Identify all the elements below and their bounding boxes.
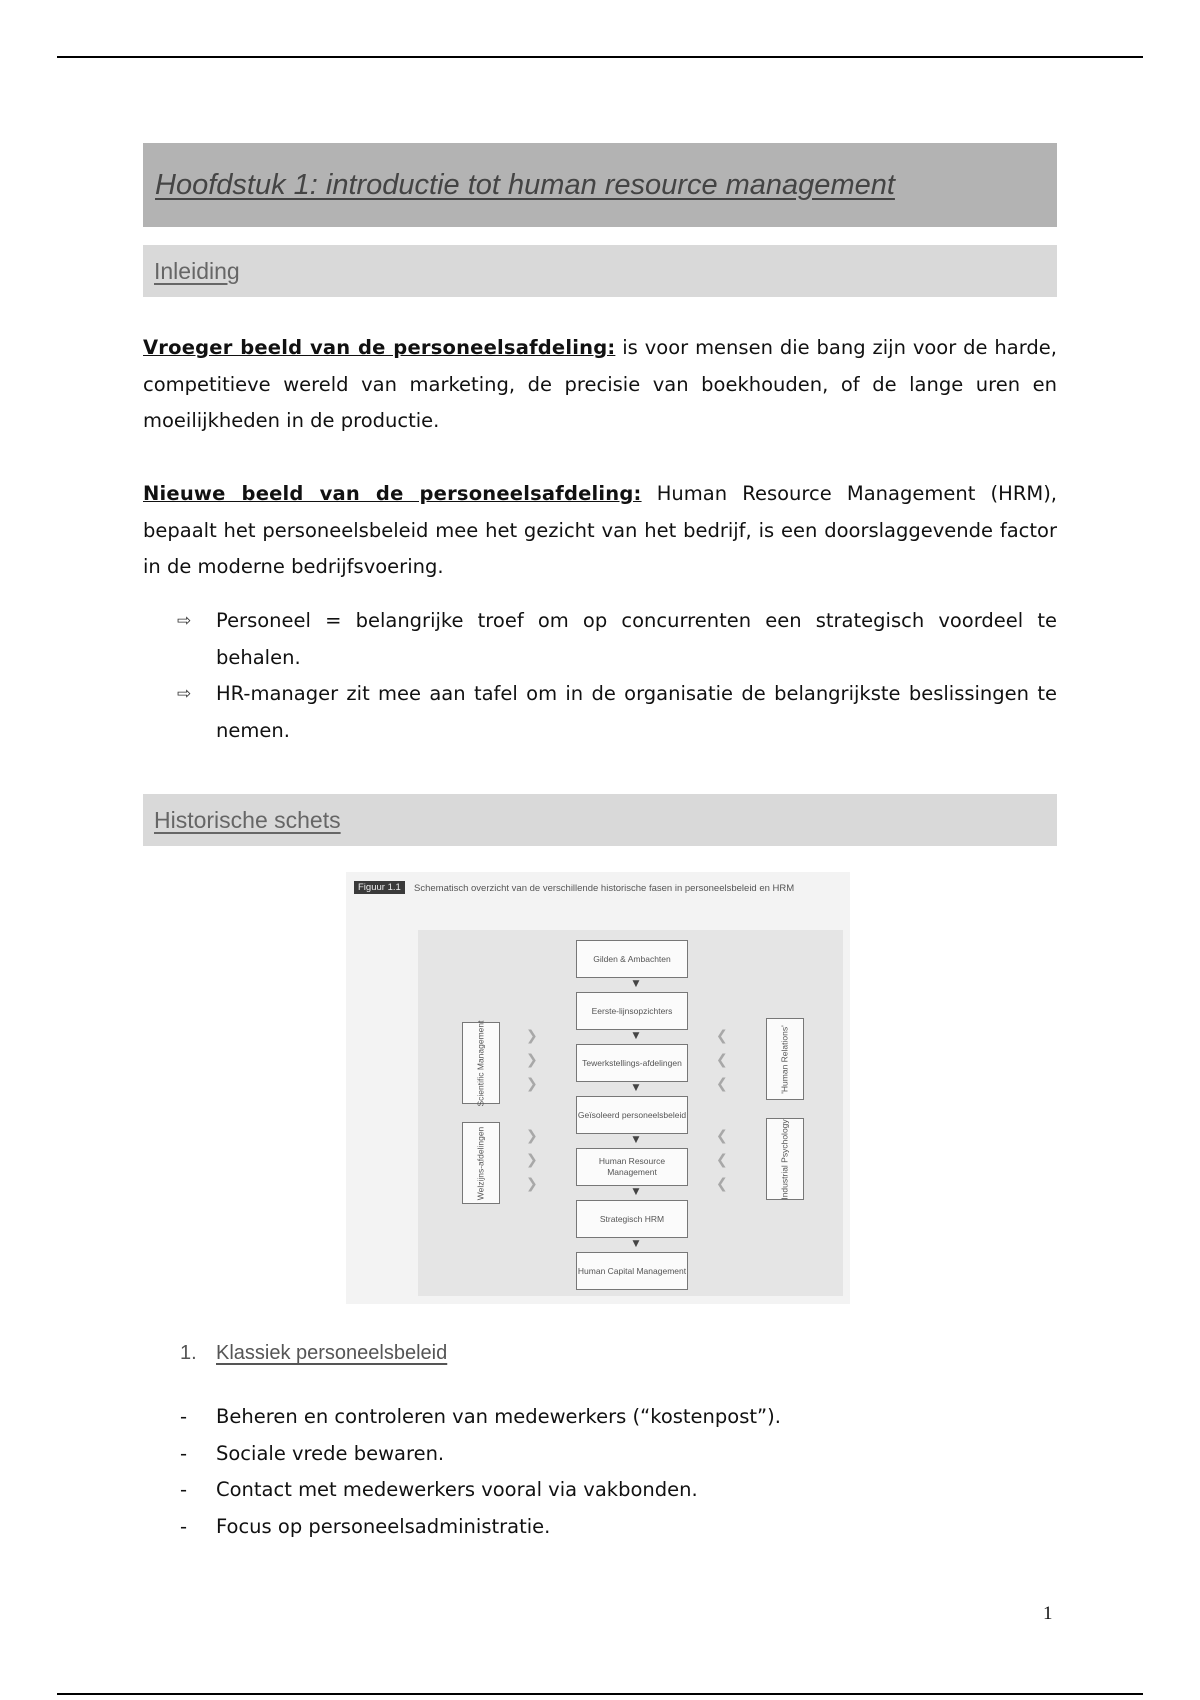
diagram-side-label: Welzijns-afdelingen	[475, 1126, 486, 1200]
dash-list-item	[177, 1399, 1057, 1436]
chapter-heading	[143, 143, 1057, 227]
diagram-side-box-right	[766, 1118, 804, 1200]
diagram-box: Strategisch HRM	[576, 1200, 688, 1238]
down-arrow-icon: ▼	[632, 1239, 640, 1249]
diagram-box: Human Capital Management	[576, 1252, 688, 1290]
dash-bullet: -	[180, 1478, 188, 1501]
heading-title: Klassiek personeelsbeleid	[216, 1342, 448, 1364]
dash-bullet: -	[180, 1441, 188, 1465]
paragraph-old-view-text: is voor mensen die bang zijn voor de harde, competitieve wereld van marketing, de precisie van boekhouden, of de lange uren en moeilijkheden in de productie.	[143, 336, 1057, 432]
paragraph-old-view	[143, 330, 1057, 440]
section-title-inleiding: Inleiding	[154, 257, 240, 284]
dash-list	[177, 1399, 1057, 1545]
diagram-side-label: 'Human Relations'	[779, 1024, 790, 1094]
arrow-item-text: Personeel = belangrijke troef om op concurrenten een strategisch voordeel te behalen.	[216, 609, 1057, 669]
down-arrow-icon: ▼	[632, 1135, 640, 1145]
section-title-historische-schets: Historische schets	[154, 806, 341, 833]
section-heading-historische-schets	[143, 794, 1057, 846]
down-arrow-icon: ▼	[632, 979, 640, 989]
diagram-box: Tewerkstellings-afdelingen	[576, 1044, 688, 1082]
top-rule	[57, 56, 1143, 58]
chevron-left-icon: ❮ ❮ ❮	[716, 1128, 728, 1192]
dash-bullet: -	[180, 1514, 188, 1538]
arrow-bullet-icon: ⇨	[177, 684, 192, 704]
down-arrow-icon: ▼	[632, 1187, 640, 1197]
dash-item-text: Focus op personeelsadministratie.	[216, 1514, 551, 1538]
diagram-side-label: Industrial Psychology	[779, 1118, 790, 1200]
figure-historical-phases	[346, 872, 850, 1304]
bottom-rule	[57, 1693, 1143, 1695]
diagram-box: Geïsoleerd personeelsbeleid	[576, 1096, 688, 1134]
down-arrow-icon: ▼	[632, 1083, 640, 1093]
paragraph-new-view-text: Human Resource Management (HRM), bepaalt het personeelsbeleid mee het gezicht van het bedrijf, is een doorslaggevende factor in de moderne bedrijfsvoering.	[143, 482, 1058, 578]
paragraph-new-view-label: Nieuwe beeld van de personeelsafdeling:	[143, 482, 642, 505]
paragraph-old-view-label: Vroeger beeld van de personeelsafdeling:	[143, 336, 616, 359]
diagram-side-box-left	[462, 1122, 500, 1204]
section-heading-inleiding	[143, 245, 1057, 297]
diagram-box: Gilden & Ambachten	[576, 940, 688, 978]
page-number: 1	[1043, 1603, 1053, 1624]
chevron-right-icon: ❯ ❯ ❯	[526, 1028, 538, 1092]
diagram-box: Human Resource Management	[576, 1148, 688, 1186]
down-arrow-icon: ▼	[632, 1031, 640, 1041]
chevron-right-icon: ❯ ❯ ❯	[526, 1128, 538, 1192]
arrow-item-text: HR-manager zit mee aan tafel om in de organisatie de belangrijkste beslissingen te nemen.	[216, 682, 1057, 742]
arrow-list	[177, 603, 1057, 749]
figure-tag: Figuur 1.1	[354, 881, 405, 894]
chevron-left-icon: ❮ ❮ ❮	[716, 1028, 728, 1092]
numbered-heading-klassiek	[180, 1342, 447, 1365]
paragraph-new-view	[143, 476, 1057, 586]
arrow-list-item	[177, 603, 1057, 676]
dash-list-item	[177, 1509, 1057, 1546]
chapter-title: Hoofdstuk 1: introductie tot human resource management	[155, 168, 895, 201]
dash-item-text: Beheren en controleren van medewerkers (“kostenpost”).	[216, 1405, 781, 1428]
diagram-side-box-left	[462, 1022, 500, 1104]
diagram-box: Eerste-lijnsopzichters	[576, 992, 688, 1030]
dash-bullet: -	[180, 1405, 188, 1428]
diagram-side-label: Scientific Management	[475, 1020, 486, 1106]
heading-number: 1.	[180, 1342, 197, 1364]
dash-list-item	[177, 1436, 1057, 1473]
figure-diagram	[418, 930, 843, 1296]
dash-list-item	[177, 1472, 1057, 1509]
diagram-side-box-right	[766, 1018, 804, 1100]
arrow-bullet-icon: ⇨	[177, 611, 192, 631]
dash-item-text: Sociale vrede bewaren.	[216, 1441, 445, 1465]
dash-item-text: Contact met medewerkers vooral via vakbonden.	[216, 1478, 698, 1501]
arrow-list-item	[177, 676, 1057, 749]
figure-caption: Schematisch overzicht van de verschillende historische fasen in personeelsbeleid en HRM	[414, 883, 795, 894]
